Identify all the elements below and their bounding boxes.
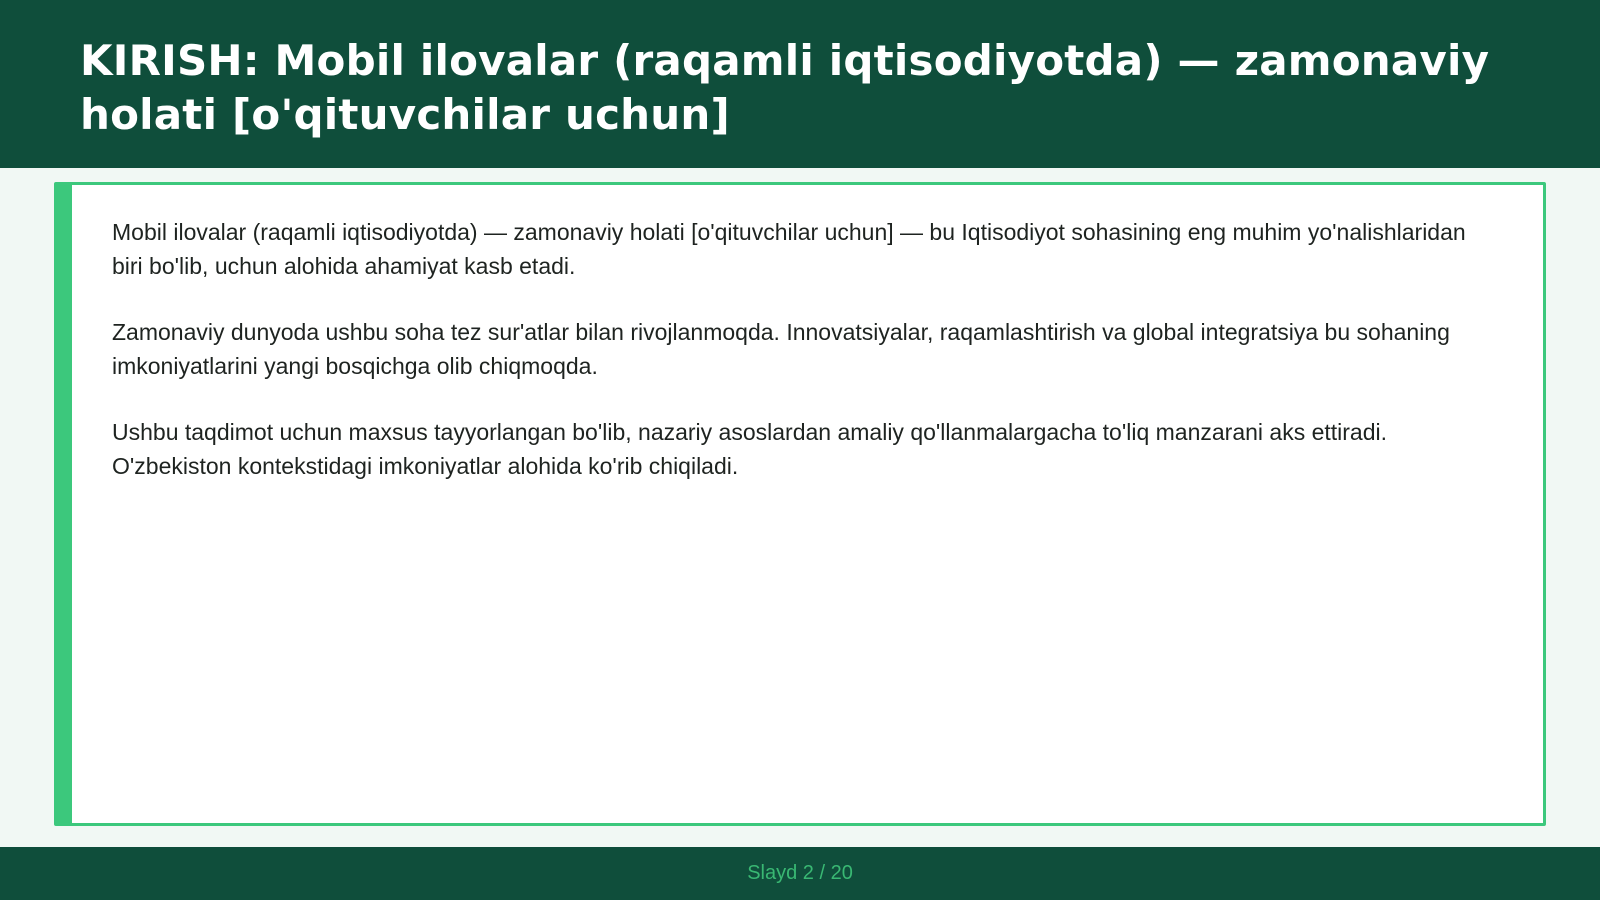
slide-footer	[0, 847, 1600, 900]
content-card	[54, 182, 1546, 826]
slide-number: Slayd 2 / 20	[747, 862, 853, 884]
content-paragraph-3: Ushbu taqdimot uchun maxsus tayyorlangan bo'lib, nazariy asoslardan amaliy qo'llanmalargacha to'liq manzarani aks ettiradi. O'zbekiston kontekstidagi imkoniyatlar alohida ko'rib chiqiladi.	[112, 419, 1388, 479]
slide-header	[0, 0, 1600, 168]
slide-title: KIRISH: Mobil ilovalar (raqamli iqtisodiyotda) — zamonaviy holati [o'qituvchilar uchun]	[80, 36, 1490, 139]
content-paragraph-2: Zamonaviy dunyoda ushbu soha tez sur'atlar bilan rivojlanmoqda. Innovatsiyalar, raqamlashtirish va global integratsiya bu sohaning imkoniyatlarini yangi bosqichga olib chiqmoqda.	[112, 319, 1450, 379]
content-paragraph-1: Mobil ilovalar (raqamli iqtisodiyotda) — zamonaviy holati [o'qituvchilar uchun] — bu Iqtisodiyot sohasining eng muhim yo'nalishlaridan biri bo'lib, uchun alohida ahamiyat kasb etadi.	[112, 219, 1466, 279]
